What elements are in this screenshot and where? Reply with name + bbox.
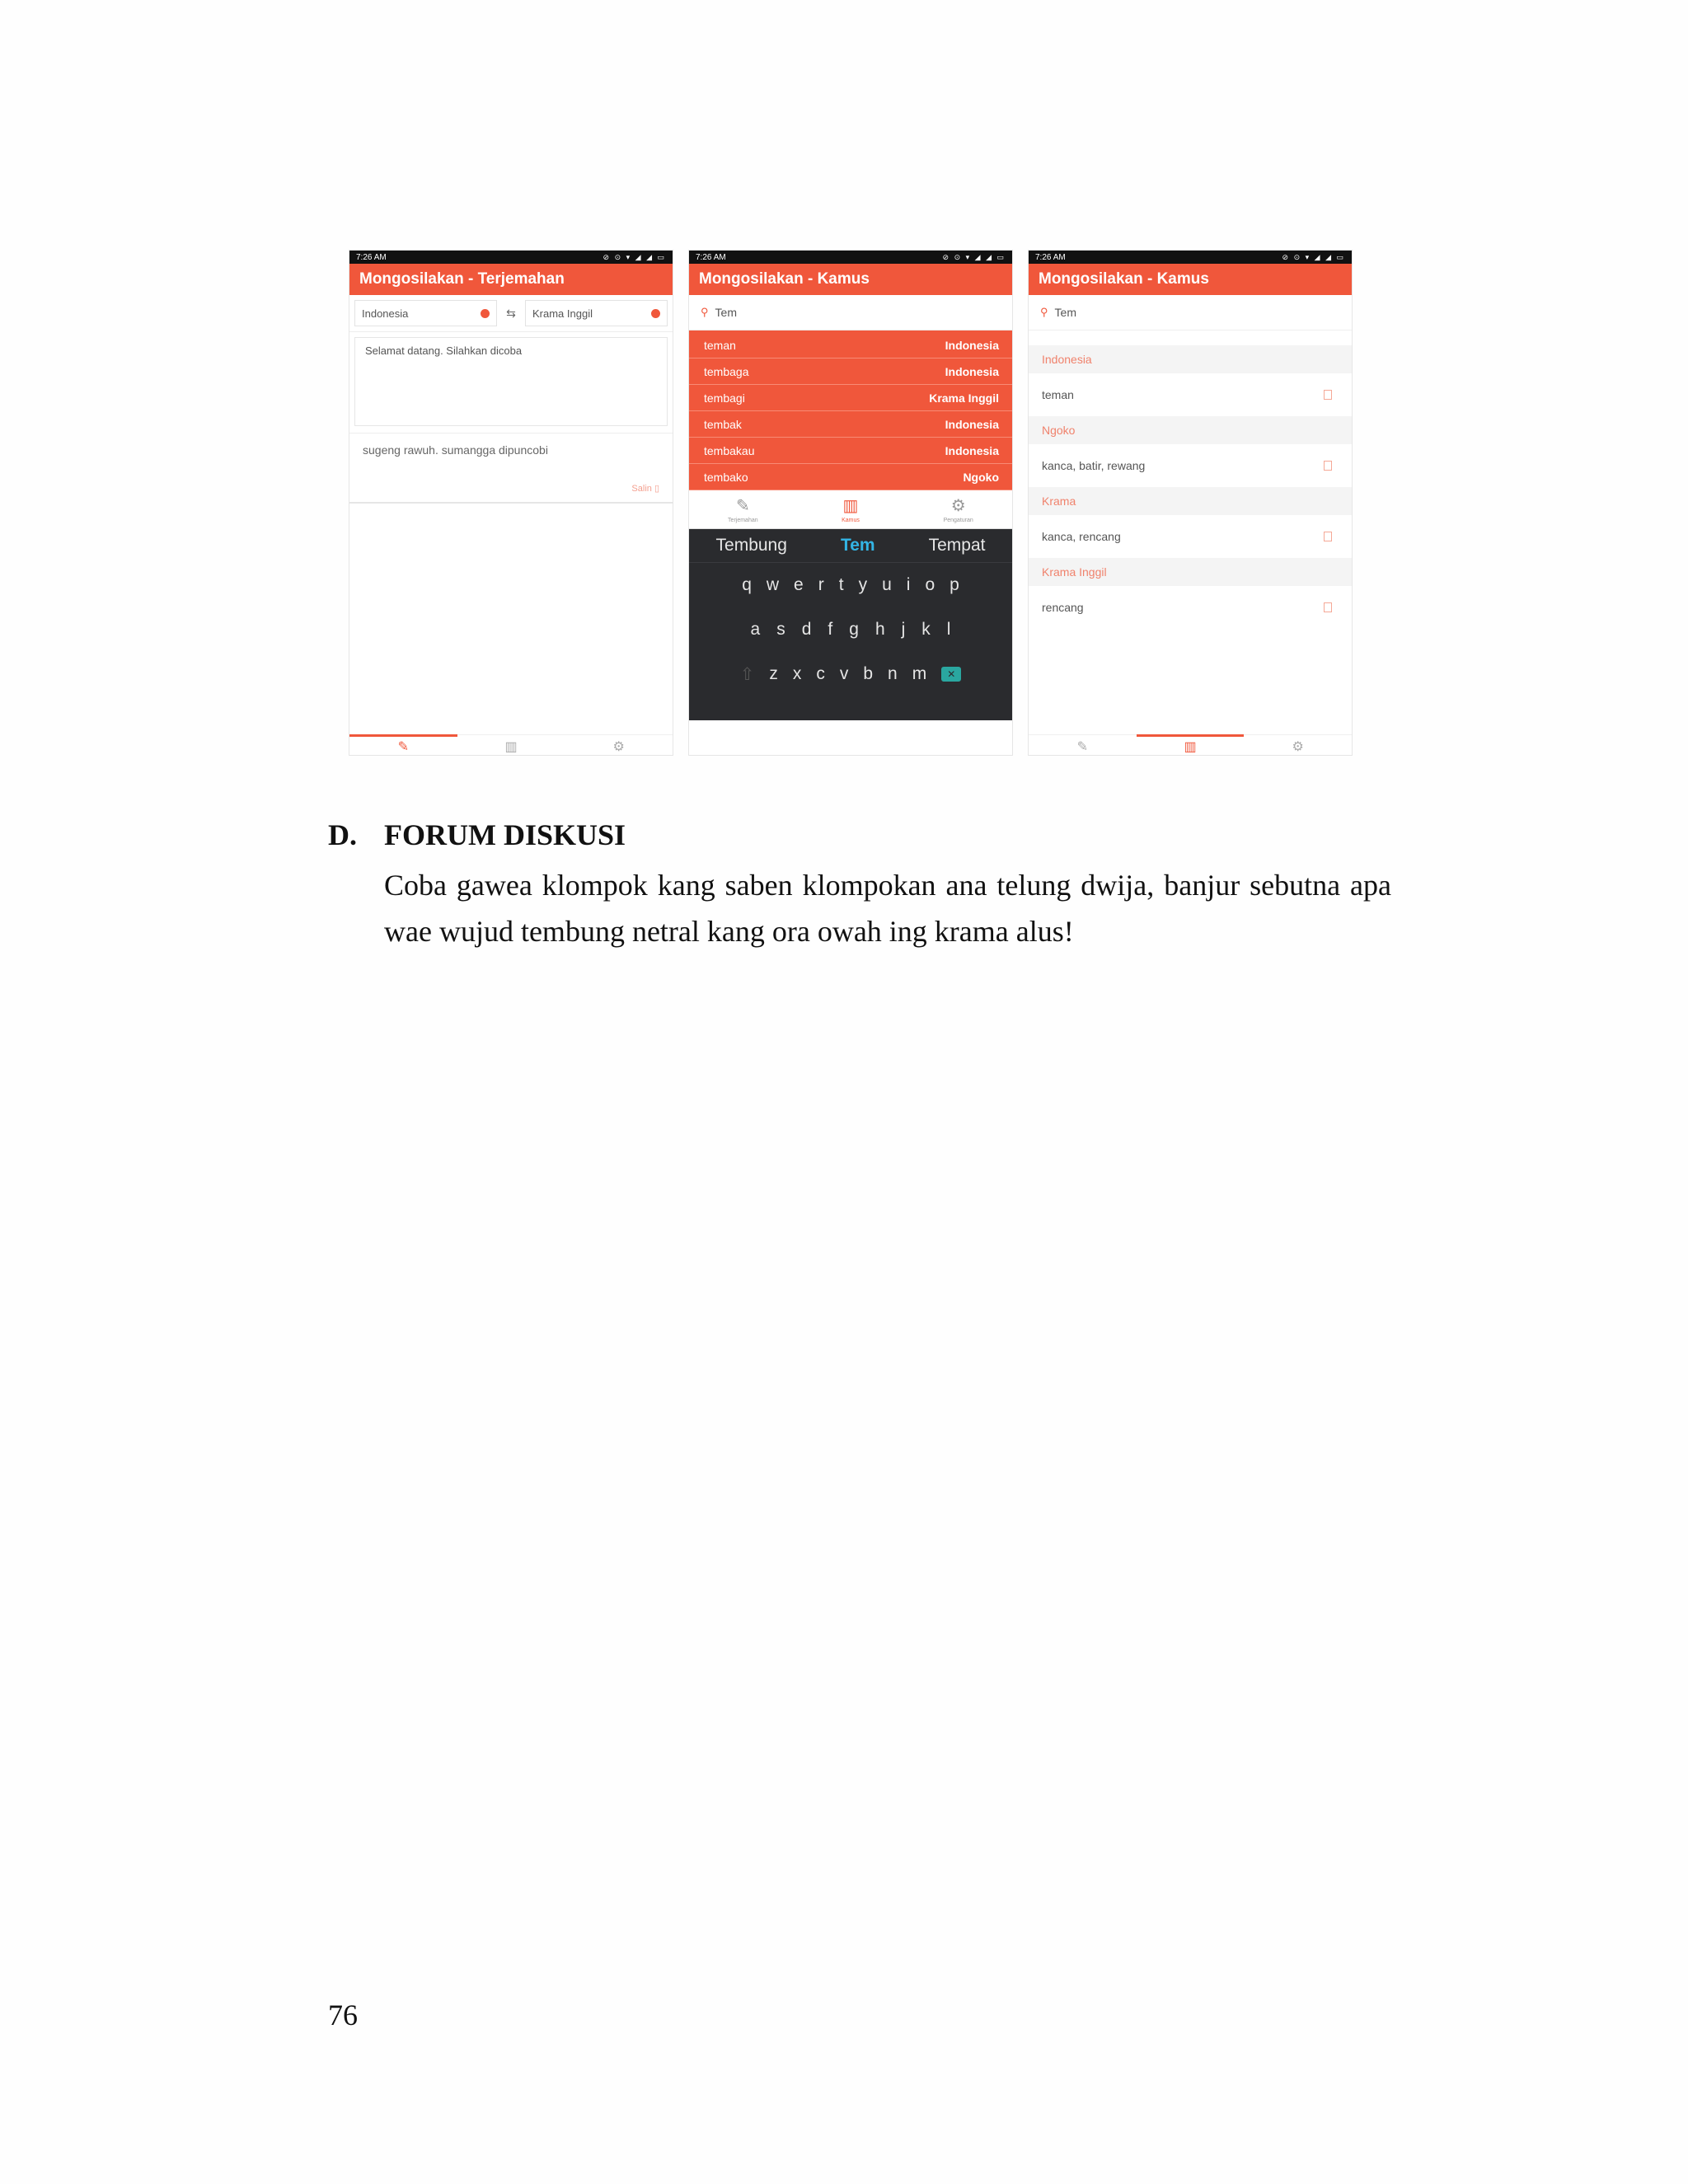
- source-text-input[interactable]: Selamat datang. Silahkan dicoba: [354, 337, 668, 426]
- tab-settings[interactable]: [904, 490, 1012, 528]
- suggestion-word: teman: [704, 338, 736, 352]
- copy-button[interactable]: Salin ▯: [631, 484, 659, 494]
- tab-translate[interactable]: [689, 490, 797, 528]
- status-icons: ⊘ ⊙ ▾ ◢ ◢ ▭: [603, 252, 666, 261]
- suggestion-language: Ngoko: [963, 470, 999, 484]
- phone-screenshot-dictionary-search: [689, 251, 1012, 755]
- tab-label: Terjemahan: [728, 518, 758, 523]
- tab-dictionary[interactable]: [457, 735, 565, 755]
- suggestion-item[interactable]: [689, 385, 1012, 411]
- status-bar: [349, 251, 673, 264]
- phone-screenshot-dictionary-result: [1029, 251, 1352, 755]
- copy-icon[interactable]: [1324, 390, 1332, 400]
- suggestion-item[interactable]: [689, 464, 1012, 490]
- keyboard-suggestion[interactable]: Tem: [840, 536, 875, 555]
- keyboard-key[interactable]: g: [849, 620, 859, 639]
- keyboard-suggestion[interactable]: Tempat: [928, 536, 986, 555]
- suggestion-item[interactable]: [689, 332, 1012, 359]
- backspace-key-icon[interactable]: ✕: [941, 667, 961, 682]
- section-heading: [328, 818, 626, 852]
- keyboard-key[interactable]: j: [901, 620, 906, 639]
- dictionary-section-label: Krama: [1029, 487, 1352, 515]
- tab-label: Pengaturan: [943, 518, 973, 523]
- keyboard-key[interactable]: v: [839, 664, 849, 683]
- source-language-label: Indonesia: [362, 307, 409, 320]
- tab-translate[interactable]: [1029, 735, 1137, 755]
- dictionary-word: kanca, batir, rewang: [1042, 459, 1146, 472]
- copy-label: Salin: [631, 484, 652, 494]
- keyboard-key[interactable]: h: [874, 620, 885, 639]
- keyboard-key[interactable]: q: [742, 575, 752, 594]
- keyboard-key[interactable]: b: [863, 664, 874, 683]
- suggestion-word: tembagi: [704, 391, 745, 405]
- status-icons: ⊘ ⊙ ▾ ◢ ◢ ▭: [942, 252, 1006, 261]
- dictionary-word: rencang: [1042, 601, 1084, 614]
- keyboard-key[interactable]: z: [769, 664, 778, 683]
- dictionary-entry[interactable]: [1029, 586, 1352, 629]
- bottom-tab-bar: [689, 490, 1012, 529]
- suggestion-word: tembak: [704, 417, 742, 431]
- keyboard-key[interactable]: i: [906, 575, 911, 594]
- keyboard-key[interactable]: a: [750, 620, 761, 639]
- tab-translate[interactable]: [349, 735, 457, 755]
- edit-icon: ✎: [397, 740, 410, 754]
- keyboard-key[interactable]: l: [946, 620, 951, 639]
- keyboard-key[interactable]: r: [818, 575, 824, 594]
- keyboard-suggestions: [689, 529, 1012, 563]
- keyboard-key[interactable]: f: [828, 620, 833, 639]
- suggestion-word: tembakau: [704, 443, 755, 457]
- source-language-select[interactable]: [354, 300, 497, 326]
- bottom-tab-bar: [1029, 734, 1352, 755]
- dictionary-entry[interactable]: [1029, 444, 1352, 487]
- status-bar: [689, 251, 1012, 264]
- keyboard-key[interactable]: o: [925, 575, 935, 594]
- keyboard-key[interactable]: y: [858, 575, 868, 594]
- keyboard-row: [689, 563, 1012, 607]
- book-icon: ▥: [504, 740, 518, 754]
- search-input[interactable]: Tem: [1054, 306, 1076, 319]
- keyboard-row: [689, 607, 1012, 652]
- search-field[interactable]: [1029, 295, 1352, 330]
- target-language-label: Krama Inggil: [532, 307, 593, 320]
- shift-key-icon[interactable]: ⇧: [739, 664, 755, 684]
- on-screen-keyboard: [689, 529, 1012, 720]
- edit-icon: ✎: [735, 497, 750, 515]
- suggestion-item[interactable]: [689, 411, 1012, 438]
- section-number: D.: [328, 818, 357, 851]
- dropdown-dot-icon: [651, 309, 660, 318]
- keyboard-key[interactable]: m: [912, 664, 927, 683]
- tab-dictionary[interactable]: [797, 490, 905, 528]
- search-icon: ⚲: [1040, 306, 1048, 318]
- section-body: Coba gawea klompok kang saben klompokan ana telung dwija, banjur sebutna apa wae wujud tembung netral kang ora owah ing krama alus!: [384, 869, 1391, 948]
- tab-settings[interactable]: [565, 735, 673, 755]
- status-bar: [1029, 251, 1352, 264]
- search-icon: ⚲: [701, 306, 709, 318]
- suggestion-word: tembako: [704, 470, 748, 484]
- dictionary-results: [1029, 345, 1352, 629]
- keyboard-key[interactable]: u: [882, 575, 892, 594]
- book-icon: ▥: [1184, 740, 1197, 754]
- swap-icon[interactable]: ⇆: [506, 306, 516, 320]
- suggestion-language: Indonesia: [945, 443, 999, 457]
- suggestion-language: Indonesia: [945, 338, 999, 352]
- app-title: Mongosilakan - Kamus: [689, 264, 1012, 295]
- keyboard-key[interactable]: x: [792, 664, 802, 683]
- copy-icon[interactable]: [1324, 602, 1332, 612]
- translation-text: sugeng rawuh. sumangga dipuncobi: [363, 443, 548, 457]
- status-time: 7:26 AM: [356, 252, 387, 262]
- keyboard-key[interactable]: s: [776, 620, 785, 639]
- gear-icon: ⚙: [1292, 740, 1304, 754]
- dictionary-word: kanca, rencang: [1042, 530, 1121, 543]
- keyboard-key[interactable]: w: [766, 575, 780, 594]
- book-icon: ▥: [842, 497, 859, 515]
- search-field[interactable]: [689, 295, 1012, 330]
- keyboard-row: [689, 652, 1012, 696]
- suggestion-language: Krama Inggil: [929, 391, 999, 405]
- copy-icon[interactable]: [1324, 461, 1332, 471]
- keyboard-key[interactable]: k: [921, 620, 931, 639]
- tab-settings[interactable]: [1244, 735, 1352, 755]
- dictionary-entry[interactable]: [1029, 515, 1352, 558]
- status-time: 7:26 AM: [1035, 252, 1066, 262]
- copy-icon[interactable]: [1324, 532, 1332, 541]
- app-title: Mongosilakan - Kamus: [1029, 264, 1352, 295]
- suggestion-item[interactable]: [689, 438, 1012, 464]
- keyboard-key[interactable]: p: [950, 575, 959, 594]
- suggestion-language: Indonesia: [945, 364, 999, 378]
- search-input[interactable]: Tem: [715, 306, 737, 319]
- edit-icon: ✎: [1076, 740, 1089, 754]
- suggestion-language: Indonesia: [945, 417, 999, 431]
- keyboard-key[interactable]: t: [838, 575, 844, 594]
- dictionary-word: teman: [1042, 388, 1074, 401]
- section-title: FORUM DISKUSI: [384, 818, 626, 851]
- keyboard-key[interactable]: c: [816, 664, 825, 683]
- suggestion-item[interactable]: [689, 359, 1012, 385]
- tab-dictionary[interactable]: [1137, 735, 1245, 755]
- bottom-tab-bar: [349, 734, 673, 755]
- dictionary-section-label: Indonesia: [1029, 345, 1352, 373]
- keyboard-key[interactable]: d: [801, 620, 812, 639]
- status-time: 7:26 AM: [696, 252, 726, 262]
- suggestion-list: [689, 330, 1012, 490]
- target-language-select[interactable]: [525, 300, 668, 326]
- app-title: Mongosilakan - Terjemahan: [349, 264, 673, 295]
- phone-screenshot-translate: [349, 251, 673, 755]
- translation-result: [349, 433, 673, 504]
- keyboard-key[interactable]: n: [888, 664, 898, 683]
- keyboard-key[interactable]: e: [794, 575, 804, 594]
- keyboard-suggestion[interactable]: Tembung: [715, 536, 787, 555]
- language-row: [349, 295, 673, 332]
- dictionary-section-label: Ngoko: [1029, 416, 1352, 444]
- dropdown-dot-icon: [481, 309, 490, 318]
- gear-icon: ⚙: [612, 740, 625, 754]
- tab-label: Kamus: [842, 518, 860, 523]
- dictionary-section-label: Krama Inggil: [1029, 558, 1352, 586]
- suggestion-word: tembaga: [704, 364, 749, 378]
- status-icons: ⊘ ⊙ ▾ ◢ ◢ ▭: [1282, 252, 1345, 261]
- gear-icon: ⚙: [950, 497, 966, 515]
- dictionary-entry[interactable]: [1029, 373, 1352, 416]
- page-number: 76: [328, 1999, 358, 2032]
